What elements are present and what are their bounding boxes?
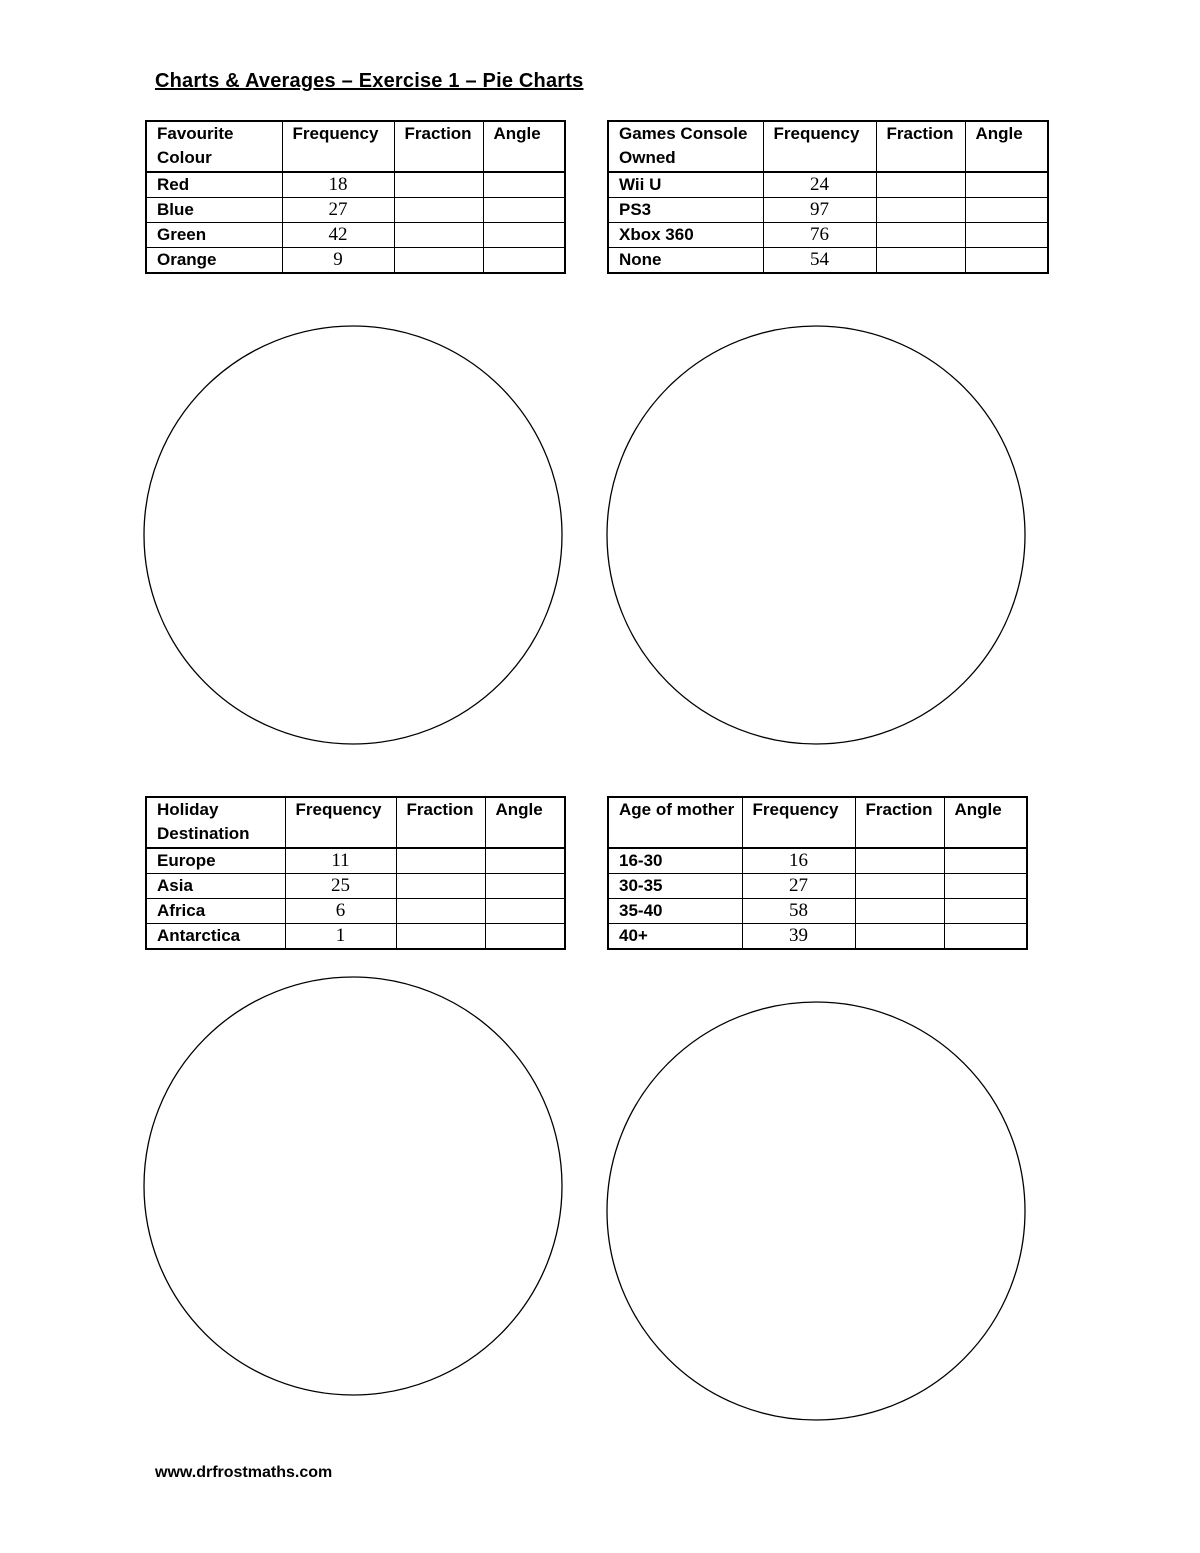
frequency-cell: 97 [763, 198, 876, 223]
frequency-cell: 58 [742, 899, 855, 924]
row-label: Green [146, 223, 282, 248]
column-header-angle: Angle [483, 121, 565, 172]
row-label: Asia [146, 874, 285, 899]
frequency-cell: 54 [763, 248, 876, 274]
column-header-angle: Angle [944, 797, 1027, 848]
frequency-cell: 76 [763, 223, 876, 248]
table-row [146, 172, 565, 198]
pie-chart-circle-4[interactable] [603, 998, 1029, 1424]
fraction-cell[interactable] [855, 924, 944, 950]
fraction-cell[interactable] [394, 248, 483, 274]
table-row [608, 848, 1027, 874]
pie-chart-circle-3[interactable] [140, 973, 566, 1399]
fraction-cell[interactable] [855, 848, 944, 874]
table-row [608, 198, 1048, 223]
column-header-category: Age of mother [608, 797, 742, 848]
table-header-row [608, 121, 1048, 172]
column-header-fraction: Fraction [876, 121, 965, 172]
fraction-cell[interactable] [396, 848, 485, 874]
table-row [146, 248, 565, 274]
angle-cell[interactable] [965, 223, 1048, 248]
row-label: Antarctica [146, 924, 285, 950]
table-row [146, 899, 565, 924]
fraction-cell[interactable] [394, 198, 483, 223]
frequency-cell: 27 [742, 874, 855, 899]
row-label: 40+ [608, 924, 742, 950]
column-header-angle: Angle [485, 797, 565, 848]
column-header-frequency: Frequency [285, 797, 396, 848]
column-header-frequency: Frequency [742, 797, 855, 848]
frequency-cell: 39 [742, 924, 855, 950]
angle-cell[interactable] [965, 248, 1048, 274]
angle-cell[interactable] [483, 172, 565, 198]
row-label: Red [146, 172, 282, 198]
age-of-mother-table [607, 796, 1028, 950]
column-header-fraction: Fraction [396, 797, 485, 848]
angle-cell[interactable] [944, 874, 1027, 899]
table-row [608, 874, 1027, 899]
fraction-cell[interactable] [855, 899, 944, 924]
row-label: 30-35 [608, 874, 742, 899]
fraction-cell[interactable] [876, 198, 965, 223]
row-label: Orange [146, 248, 282, 274]
column-header-fraction: Fraction [855, 797, 944, 848]
table-header-row [146, 797, 565, 848]
angle-cell[interactable] [485, 899, 565, 924]
column-header-fraction: Fraction [394, 121, 483, 172]
frequency-cell: 16 [742, 848, 855, 874]
angle-cell[interactable] [485, 848, 565, 874]
pie-chart-circle-2[interactable] [603, 322, 1029, 748]
frequency-cell: 1 [285, 924, 396, 950]
table-row [608, 248, 1048, 274]
row-label: 35-40 [608, 899, 742, 924]
frequency-cell: 27 [282, 198, 394, 223]
row-label: None [608, 248, 763, 274]
table-row [608, 899, 1027, 924]
row-label: Xbox 360 [608, 223, 763, 248]
frequency-cell: 18 [282, 172, 394, 198]
column-header-category: Favourite Colour [146, 121, 282, 172]
angle-cell[interactable] [944, 924, 1027, 950]
table-row [146, 848, 565, 874]
table-row [146, 198, 565, 223]
row-label: 16-30 [608, 848, 742, 874]
angle-cell[interactable] [483, 248, 565, 274]
angle-cell[interactable] [944, 899, 1027, 924]
angle-cell[interactable] [965, 172, 1048, 198]
table-row [146, 924, 565, 950]
frequency-cell: 11 [285, 848, 396, 874]
fraction-cell[interactable] [394, 172, 483, 198]
row-label: Africa [146, 899, 285, 924]
frequency-cell: 25 [285, 874, 396, 899]
page-title: Charts & Averages – Exercise 1 – Pie Charts [155, 70, 584, 92]
row-label: PS3 [608, 198, 763, 223]
frequency-cell: 42 [282, 223, 394, 248]
table-row [608, 223, 1048, 248]
fraction-cell[interactable] [876, 223, 965, 248]
angle-cell[interactable] [965, 198, 1048, 223]
column-header-frequency: Frequency [282, 121, 394, 172]
favourite-colour-table [145, 120, 566, 274]
row-label: Europe [146, 848, 285, 874]
fraction-cell[interactable] [396, 899, 485, 924]
table-row [608, 924, 1027, 950]
footer-url: www.drfrostmaths.com [155, 1464, 333, 1481]
column-header-category: Games Console Owned [608, 121, 763, 172]
fraction-cell[interactable] [876, 248, 965, 274]
angle-cell[interactable] [485, 924, 565, 950]
row-label: Wii U [608, 172, 763, 198]
fraction-cell[interactable] [396, 874, 485, 899]
fraction-cell[interactable] [855, 874, 944, 899]
pie-chart-circle-1[interactable] [140, 322, 566, 748]
column-header-category: Holiday Destination [146, 797, 285, 848]
row-label: Blue [146, 198, 282, 223]
fraction-cell[interactable] [876, 172, 965, 198]
table-row [608, 172, 1048, 198]
frequency-cell: 24 [763, 172, 876, 198]
holiday-destination-table [145, 796, 566, 950]
table-row [146, 223, 565, 248]
table-row [146, 874, 565, 899]
table-header-row [146, 121, 565, 172]
frequency-cell: 9 [282, 248, 394, 274]
angle-cell[interactable] [485, 874, 565, 899]
table-header-row [608, 797, 1027, 848]
column-header-angle: Angle [965, 121, 1048, 172]
angle-cell[interactable] [483, 198, 565, 223]
fraction-cell[interactable] [394, 223, 483, 248]
games-console-table [607, 120, 1049, 274]
angle-cell[interactable] [944, 848, 1027, 874]
fraction-cell[interactable] [396, 924, 485, 950]
angle-cell[interactable] [483, 223, 565, 248]
column-header-frequency: Frequency [763, 121, 876, 172]
frequency-cell: 6 [285, 899, 396, 924]
